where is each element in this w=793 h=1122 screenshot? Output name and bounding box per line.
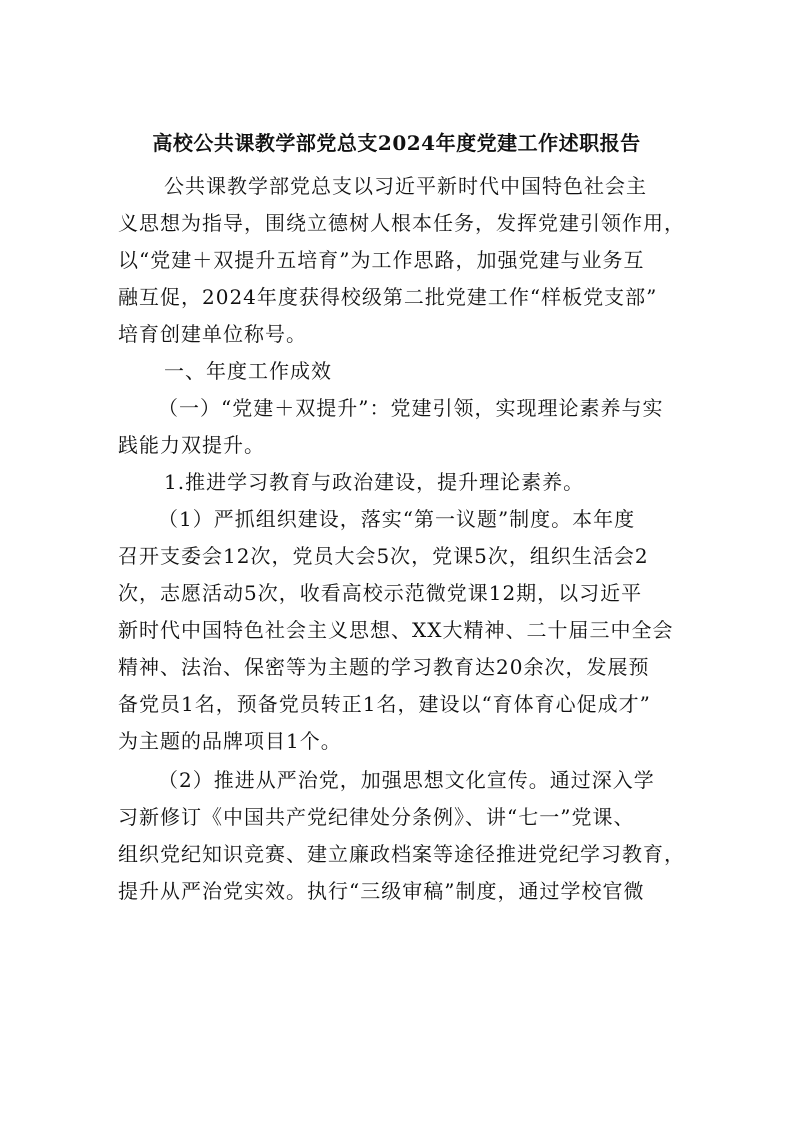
paragraph-line: （1）严抓组织建设，落实“第一议题”制度。本年度 [158,507,636,531]
subsection-heading-line: 践能力双提升。 [118,433,265,457]
paragraph-line: 新时代中国特色社会主义思想、XX大精神、二十届三中全会 [118,618,674,642]
paragraph-line: 培育创建单位称号。 [118,322,307,346]
paragraph-line: 融互促，2024年度获得校级第二批党建工作“样板党支部” [118,285,658,309]
paragraph-line: 次，志愿活动5次，收看高校示范微党课12期，以习近平 [118,581,643,605]
item-heading: 1.推进学习教育与政治建设，提升理论素养。 [164,470,585,494]
paragraph-line: 义思想为指导，围绕立德树人根本任务，发挥党建引领作用， [118,211,685,235]
section-heading: 一、年度工作成效 [164,359,332,383]
paragraph-line: （2）推进从严治党，加强思想文化宣传。通过深入学 [158,768,655,792]
paragraph-line: 公共课教学部党总支以习近平新时代中国特色社会主 [164,174,647,198]
paragraph-line: 召开支委会12次，党员大会5次，党课5次，组织生活会2 [118,544,649,568]
paragraph-line: 为主题的品牌项目1个。 [118,729,342,753]
document-body [118,168,684,910]
subsection-heading: （一）“党建＋双提升”：党建引领，实现理论素养与实 [158,396,664,420]
paragraph-line: 提升从严治党实效。执行“三级审稿”制度，通过学校官微 [118,879,645,903]
paragraph-line: 精神、法治、保密等为主题的学习教育达20余次，发展预 [118,655,650,679]
paragraph-line: 以“党建＋双提升五培育”为工作思路，加强党建与业务互 [118,248,645,272]
paragraph-line: 组织党纪知识竞赛、建立廉政档案等途径推进党纪学习教育， [118,842,685,866]
paragraph-line: 备党员1名，预备党员转正1名，建设以“育体育心促成才” [118,692,651,716]
document-title: 高校公共课教学部党总支2024年度党建工作述职报告 [152,131,641,155]
paragraph-line: 习新修订《中国共产党纪律处分条例》、讲“七一”党课、 [118,805,635,829]
